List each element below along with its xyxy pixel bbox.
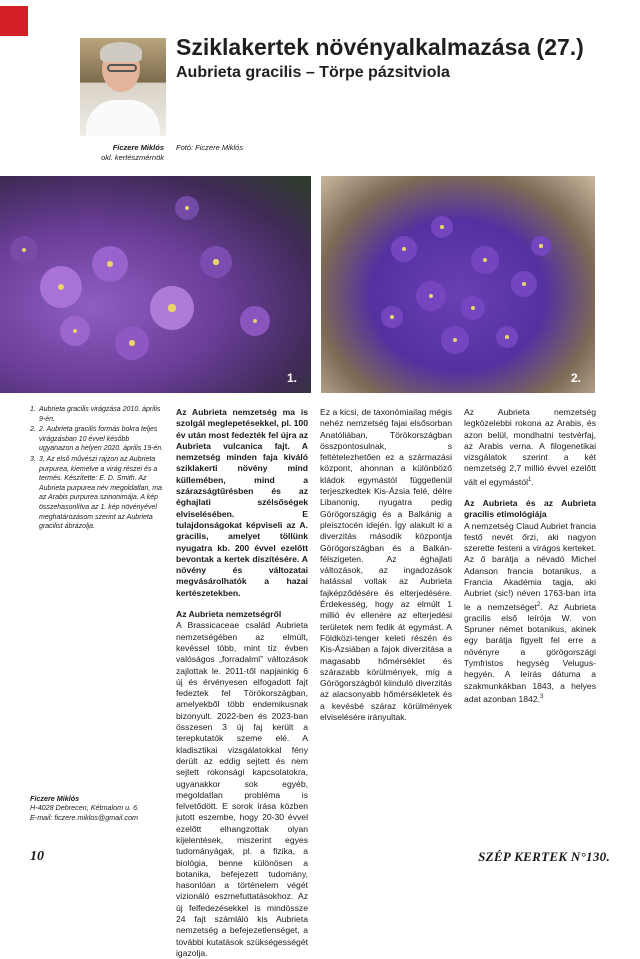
article-paragraph: A Brassicaceae család Aubrieta nemzetségében az elmúlt, kevéssel több, mint tíz évben valóságos „forradalmi” változások zajlottak le. 2011-től napjainkig 6 új és érvényesen elfogadott fajt fedeztek fel Törökországban, amelyekből több endemikusnak bizonyult. 2022-ben és 2023-ban összesen 3 új faj került a terepkutatók szeme elé. A kladisztikai vizsgálatokkal fény derült az eddig sejtett és nem sejtett rokonsági kapcsolatokra, ugyanakkor sok egyéb, megoldatlan probléma is felvetődött. E sorok írása közben jutott eszembe, hogy 20-30 évvel ezelőtt elhangzottak olyan kijelentések, miszerint egyes tudományágak, pl. a fizika, a biológia, benne különösen a botanika, befejezett tudomány, hasonlóan a történelem végét vizionáló eszmefuttatásokhoz. Az új felfedezésekkel is mindössze 24 fajt számláló kis Aubrieta nemzetség a befejezetlenséget, a további kutatások szükségességét igazolja. [176, 620, 308, 958]
magazine-name: SZÉP KERTEK N°130. [478, 849, 610, 864]
blossom [511, 271, 537, 297]
section-heading: Az Aubrieta és az Aubrieta gracilis etimológiája [464, 497, 596, 520]
article-column-3 [464, 407, 596, 705]
article-paragraph: A nemzetség Claud Aubriet francia festő nevét őrzi, aki nagyon szerette festeni a virágos kerteket. Az ő barátja a névadó Michel Adanson francia botanikus, a Francia Akadémia tagja, aki Aubriet (sic!) néven 1763-ban írta le a nemzetséget$^2$. Az Aubrieta gracilis első leírója W. von Spruner német botanikus, akinek egy barátja figyelt fel erre a növényre a görögországi Tymfristos hegység Velugus-hegyén. A leírás dátuma a szakmunkákban 1843, a helyes adat azonban 1842.$^3$ [464, 520, 596, 704]
section-heading: Az Aubrieta nemzetségről [176, 609, 282, 620]
article-column-2 [320, 407, 452, 723]
flower-photo-2 [321, 176, 595, 393]
page-subtitle: Aubrieta gracilis – Törpe pázsitviola [176, 64, 450, 81]
author-role: okl. kertészmérnök [101, 153, 164, 162]
blossom [441, 326, 469, 354]
photo-credit: Fotó: Ficzere Miklós [176, 143, 244, 152]
blossom [431, 216, 453, 238]
photo-number: 2. [570, 371, 581, 385]
author-portrait [80, 38, 166, 136]
photo-number: 1. [286, 371, 297, 385]
blossom [471, 246, 499, 274]
page-number: 10 [30, 849, 44, 864]
blossom [391, 236, 417, 262]
blossom [416, 281, 446, 311]
author-address [30, 794, 139, 822]
photo-captions [30, 405, 164, 533]
address-email: E-mail: ficzere.miklos@gmail.com [30, 812, 138, 822]
article-paragraph: Az Aubrieta nemzetség legközelebbi rokona az Arabis, és azon belül, mondhatni testvérfaj, az Arabis verna. A filogenetikai vizsgálatok szerint a két nemzetség 2,7 millió évvel ezelőtt vált el egymástól$^1$. [464, 407, 596, 487]
section-tab [0, 6, 28, 36]
caption-item: 2. 2. Aubrieta gracilis formás bokra teljes virágzásban 10 évvel később ugyanazon a helyen 2020. április 19-én. [30, 426, 164, 453]
article-paragraph: Ez a kicsi, de taxonómiailag mégis nehéz nemzetség fajai elsősorban Anatóliában, Törökországban összpontosulnak, s feltételezhetően ez a származási központ, ahonnan a különböző kládok egymástól függetlenül terjeszkedtek Kis-Ázsia felé, délre Libanonig, nyugatra pedig Görögországig és a Balkánig a pleisztocén idején. Így alakult ki a diverzitás második központja Görögországban és a Balkán-félszigeten. Az éghajlati változások, az ingadozások hatással voltak az Aubrieta fajképződésére és elterjedésére. Érdekesség, hogy az elmúlt 1 millió év ellenére az elterjedési területek nem fedik át egymást. A Földközi-tenger keleti részén és Kis-Ázsiában a fajok diverzitása a magasabb hőmérséklet és szárazabb körülmények, míg a Görögországból kiinduló diverzitás az alacsonyabb hőmérsékletek és a kevésbé száraz körülmények elviselésére irányultak. [320, 407, 452, 723]
author-name: Ficzere Miklós [112, 143, 164, 152]
address-name: Ficzere Miklós [30, 794, 80, 803]
caption-item: 3. 3. Az első művészi rajzon az Aubrieta purpurea, kiemelve a virág részei és a termés. Készítette: E. D. Smith. Az Aubrieta purpurea név megoldatlan, ma az Arabis purpurea szinonimája. A kép összehasonlítva az 1. kép növényével meghatározásom szerint az Aubrieta gracilist ábrázolja. [30, 455, 162, 531]
article-column-1 [176, 407, 308, 959]
page-title: Sziklakertek növényalkalmazása (27.) [176, 34, 584, 60]
blossom [461, 296, 485, 320]
caption-item: 1. Aubrieta gracilis virágzása 2010. április 9-én. [30, 406, 161, 423]
flower-photo-1 [0, 176, 311, 393]
blossom [496, 326, 518, 348]
article-lead: Az Aubrieta nemzetség ma is szolgál meglepetésekkel, pl. 100 év után most fedezték fel újra az Aubrieta vulcanica fajt. A nemzetség minden faja kiváló sziklakerti növény mind küllemében, mind a szárazságtűrésben és az éghajlati szélsőségek elviselésében. E tulajdonságokat képviseli az A. gracilis, amelyet töllünk nyugatra kb. 200 évvel ezelőtt bevontak a kertek díszítésére. A növény és változatai megvásárolhatók a hazai kertészetekben. [176, 407, 308, 598]
blossom [381, 306, 403, 328]
address-city: H-4028 Debrecen, Kétmalom u. 6. [30, 803, 140, 813]
blossom [531, 236, 551, 256]
